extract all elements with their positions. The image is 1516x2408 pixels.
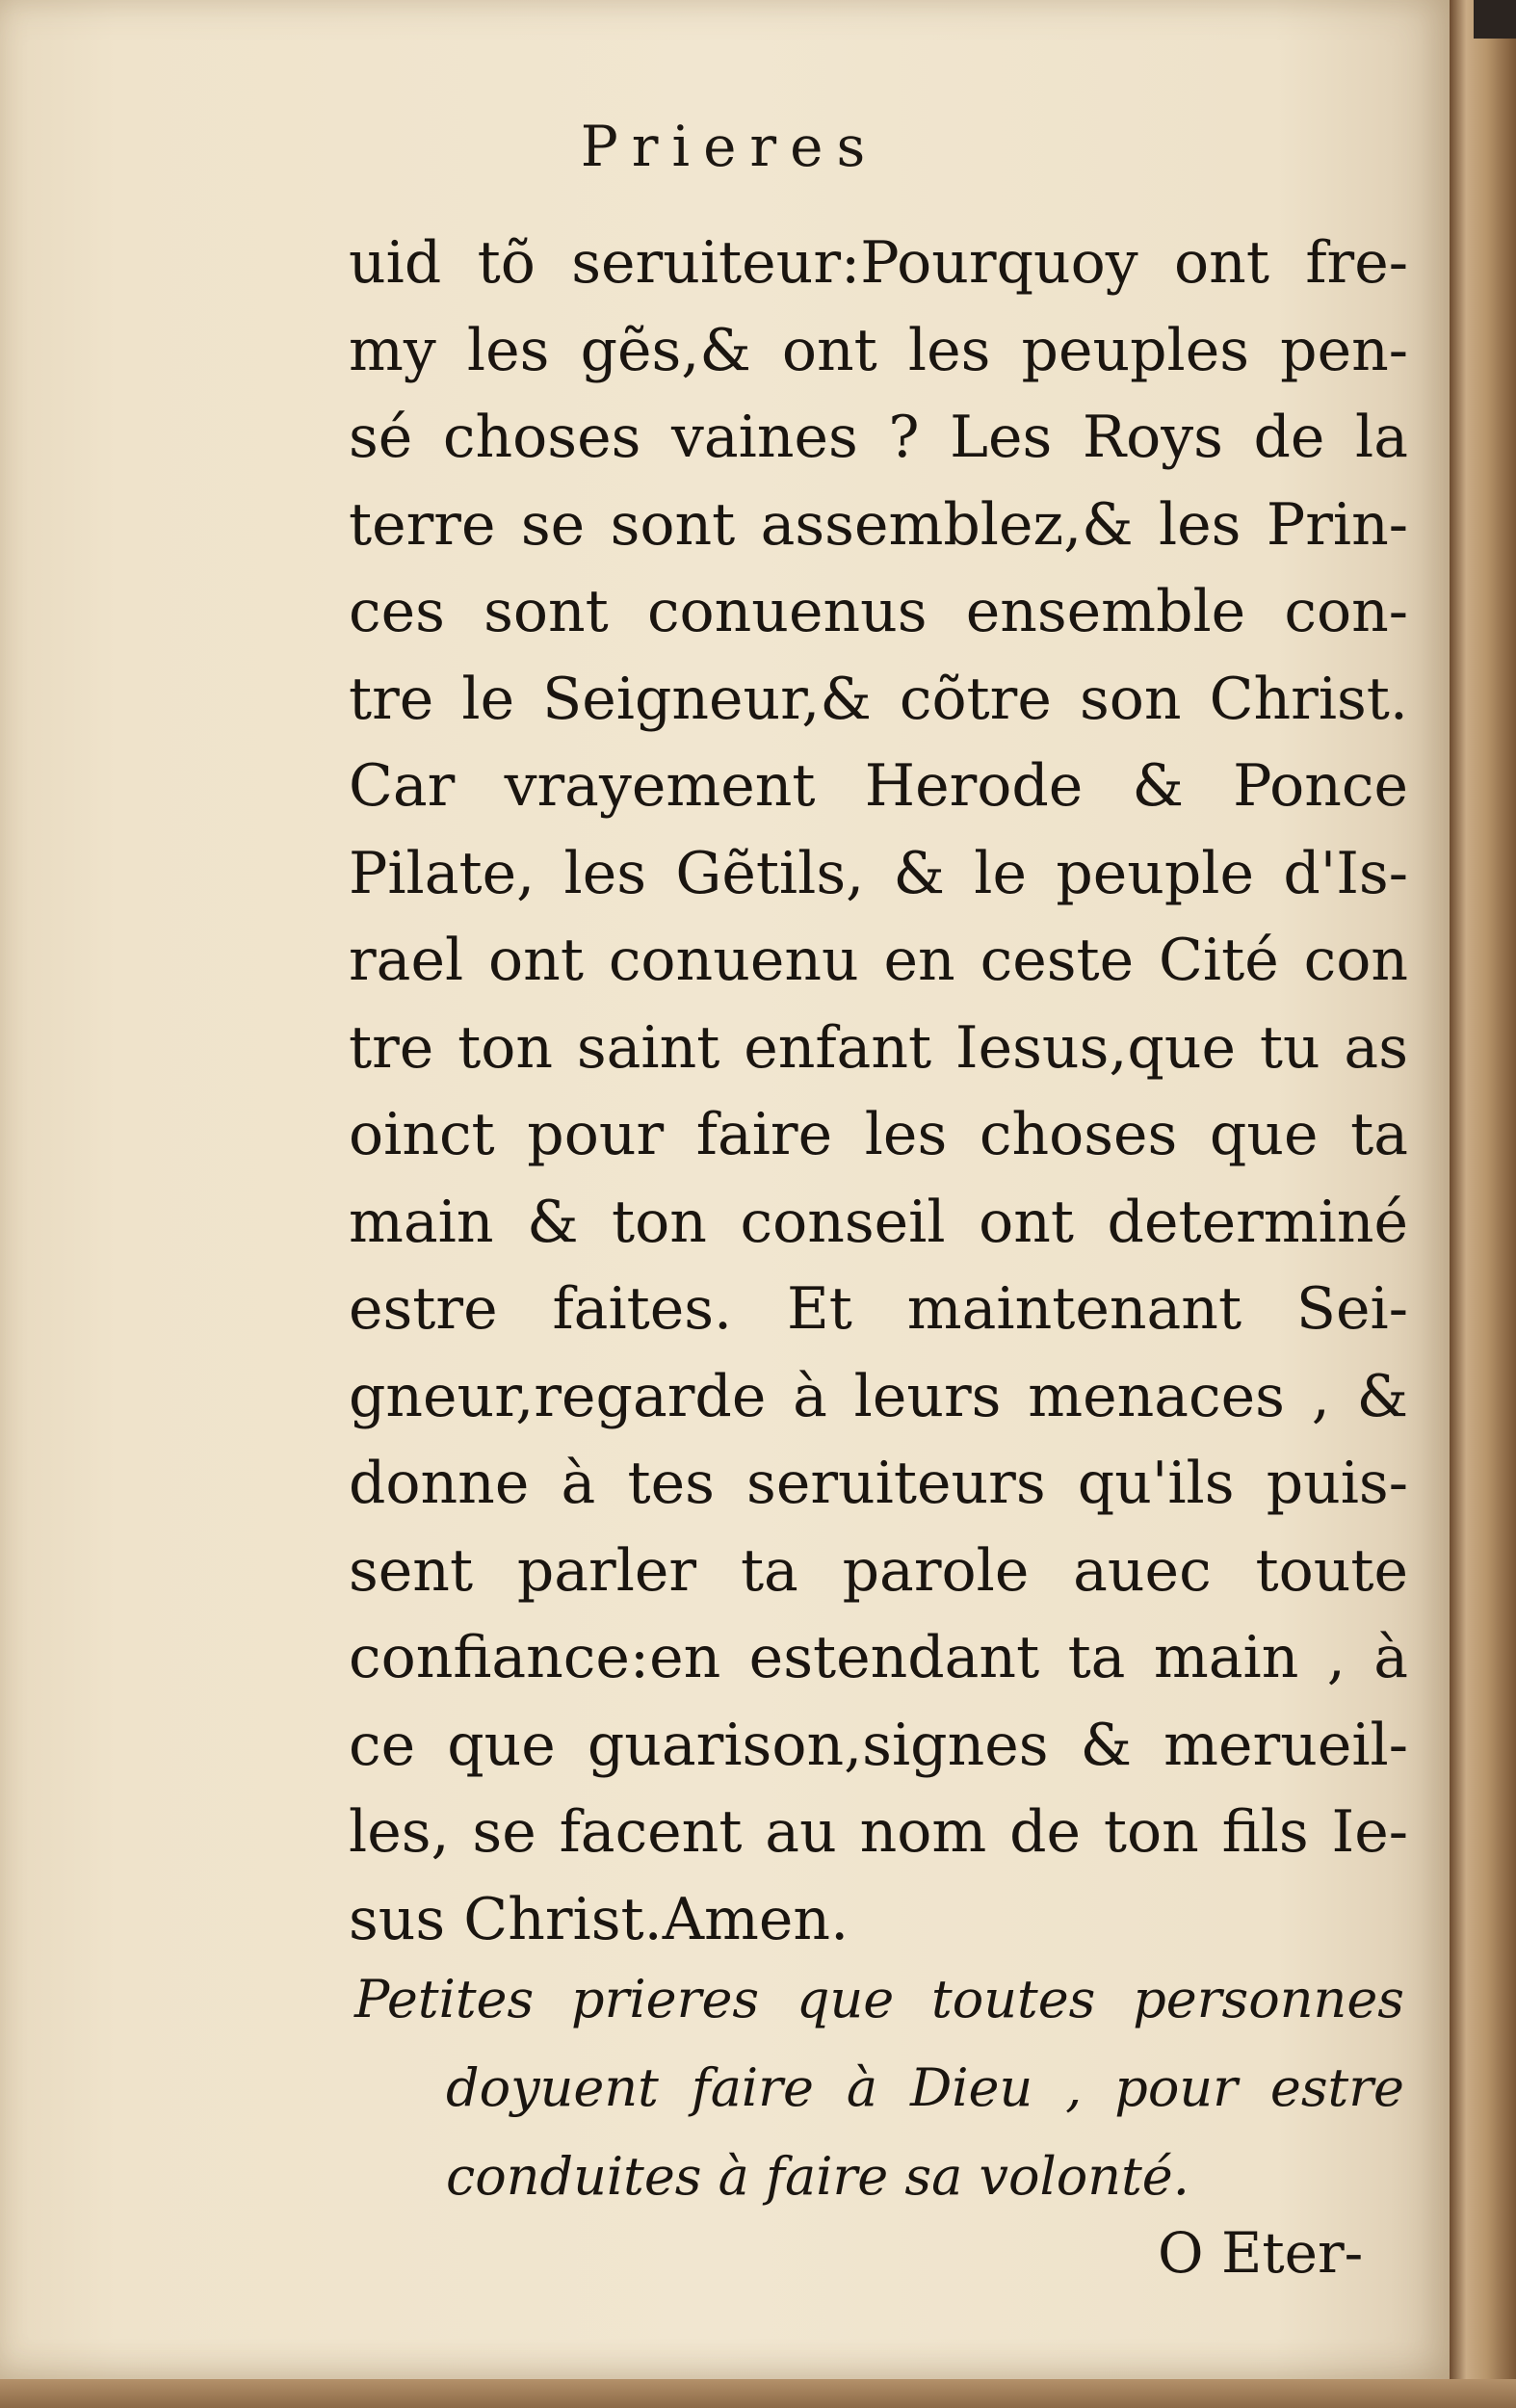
catchword: O Eter- [1158, 2220, 1364, 2286]
body-line-8: Pilate, les Gẽtils, & le peuple d'Is- [349, 839, 1408, 907]
body-line-1: uid tõ seruiteur:Pourquoy ont fre- [349, 229, 1408, 297]
page-corner-shadow [1474, 0, 1516, 39]
body-line-9: rael ont conuenu en ceste Cité con [349, 927, 1408, 994]
body-line-6: tre le Seigneur,& cõtre son Christ. [349, 665, 1408, 733]
page-edge [1450, 0, 1516, 2408]
body-line-17: confiance:en estendant ta main , à [349, 1624, 1408, 1691]
body-line-18: ce que guarison,signes & merueil- [349, 1711, 1408, 1779]
body-line-7: Car vrayement Herode & Ponce [349, 752, 1408, 820]
heading-line-1: Petites prieres que toutes personnes [354, 1969, 1404, 2029]
body-line-20: sus Christ.Amen. [349, 1885, 849, 1953]
body-line-13: estre faites. Et maintenant Sei- [349, 1275, 1408, 1343]
body-line-11: oinct pour faire les choses que ta [349, 1101, 1408, 1168]
page-bottom-edge [0, 2379, 1516, 2408]
body-line-5: ces sont conuenus ensemble con- [349, 578, 1408, 645]
body-line-14: gneur,regarde à leurs menaces , & [349, 1362, 1408, 1430]
body-line-19: les, se facent au nom de ton fils Ie- [349, 1798, 1408, 1866]
body-line-12: main & ton conseil ont determiné [349, 1188, 1408, 1256]
body-text [349, 220, 1408, 1963]
heading-line-3: conduites à faire sa volonté. [446, 2146, 1189, 2207]
body-line-15: donne à tes seruiteurs qu'ils puis- [349, 1450, 1408, 1517]
body-line-3: sé choses vaines ? Les Roys de la [349, 404, 1408, 471]
running-header: Prieres [580, 114, 879, 179]
body-line-10: tre ton saint enfant Iesus,que tu as [349, 1013, 1408, 1082]
section-heading [354, 1955, 1404, 2221]
heading-line-2: doyuent faire à Dieu , pour estre [446, 2057, 1404, 2118]
body-line-16: sent parler ta parole auec toute [349, 1536, 1408, 1605]
body-line-4: terre se sont assemblez,& les Prin- [349, 490, 1408, 559]
body-line-2: my les gẽs,& ont les peuples pen- [349, 316, 1408, 384]
